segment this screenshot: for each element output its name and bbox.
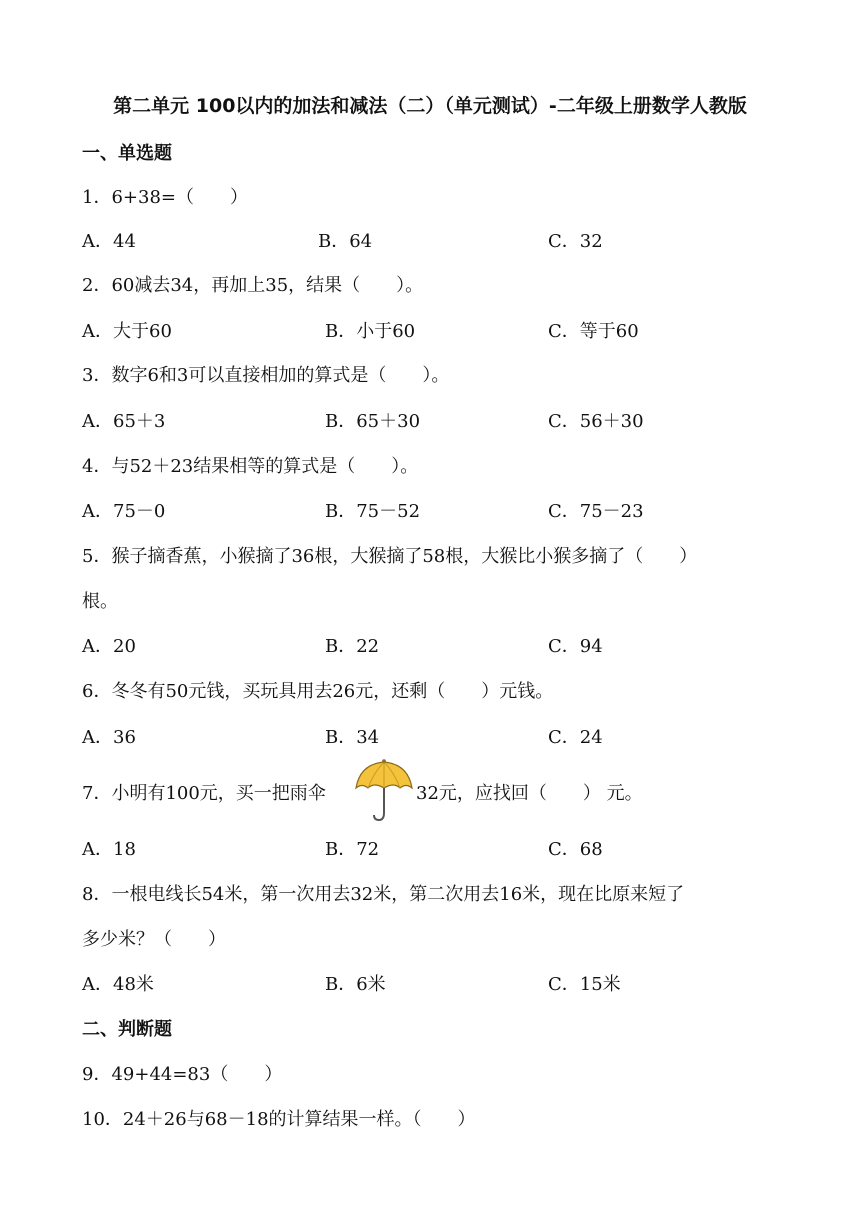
question-4: 4．与52＋23结果相等的算式是（ ）。 (82, 456, 419, 477)
option-c: C．75－23 (548, 501, 644, 522)
option-a: A．大于60 (82, 321, 172, 342)
option-b: B．34 (325, 727, 380, 748)
question-10: 10．24＋26与68－18的计算结果一样。（ ） (82, 1109, 476, 1130)
question-5: 5．猴子摘香蕉，小猴摘了36根，大猴摘了58根，大猴比小猴多摘了（ ） (82, 546, 698, 567)
option-a: A．44 (82, 231, 136, 252)
umbrella-icon (352, 758, 416, 824)
option-a: A．36 (82, 727, 136, 748)
option-c: C．32 (548, 231, 603, 252)
option-b: B．72 (325, 839, 380, 860)
question-8-continuation: 多少米？（ ） (82, 929, 226, 950)
option-c: C．68 (548, 839, 603, 860)
option-c: C．等于60 (548, 321, 639, 342)
option-a: A．48米 (82, 974, 154, 995)
section-heading-judgement: 二、判断题 (82, 1019, 172, 1040)
option-c: C．24 (548, 727, 603, 748)
option-b: B．22 (325, 636, 380, 657)
option-b: B．小于60 (325, 321, 416, 342)
option-c: C．15米 (548, 974, 621, 995)
question-1: 1．6+38=（ ） (82, 187, 248, 208)
question-5-continuation: 根。 (82, 591, 118, 612)
option-b: B．64 (318, 231, 373, 252)
option-c: C．56＋30 (548, 411, 644, 432)
section-heading-single-choice: 一、单选题 (82, 143, 172, 164)
question-7-before: 7．小明有100元，买一把雨伞 (82, 783, 326, 804)
document-title: 第二单元 100以内的加法和减法（二）（单元测试）-二年级上册数学人教版 (113, 95, 747, 117)
option-a: A．75－0 (82, 501, 166, 522)
question-7-after: 32元，应找回（ ） 元。 (416, 783, 643, 804)
option-a: A．18 (82, 839, 136, 860)
option-a: A．20 (82, 636, 136, 657)
option-a: A．65＋3 (82, 411, 166, 432)
question-3: 3．数字6和3可以直接相加的算式是（ ）。 (82, 365, 450, 386)
option-b: B．6米 (325, 974, 386, 995)
option-b: B．75－52 (325, 501, 421, 522)
option-c: C．94 (548, 636, 603, 657)
question-6: 6．冬冬有50元钱，买玩具用去26元，还剩（ ）元钱。 (82, 681, 554, 702)
option-b: B．65＋30 (325, 411, 421, 432)
question-8: 8．一根电线长54米，第一次用去32米，第二次用去16米，现在比原来短了 (82, 884, 685, 905)
question-2: 2．60减去34，再加上35，结果（ ）。 (82, 275, 424, 296)
question-9: 9．49+44=83（ ） (82, 1064, 283, 1085)
